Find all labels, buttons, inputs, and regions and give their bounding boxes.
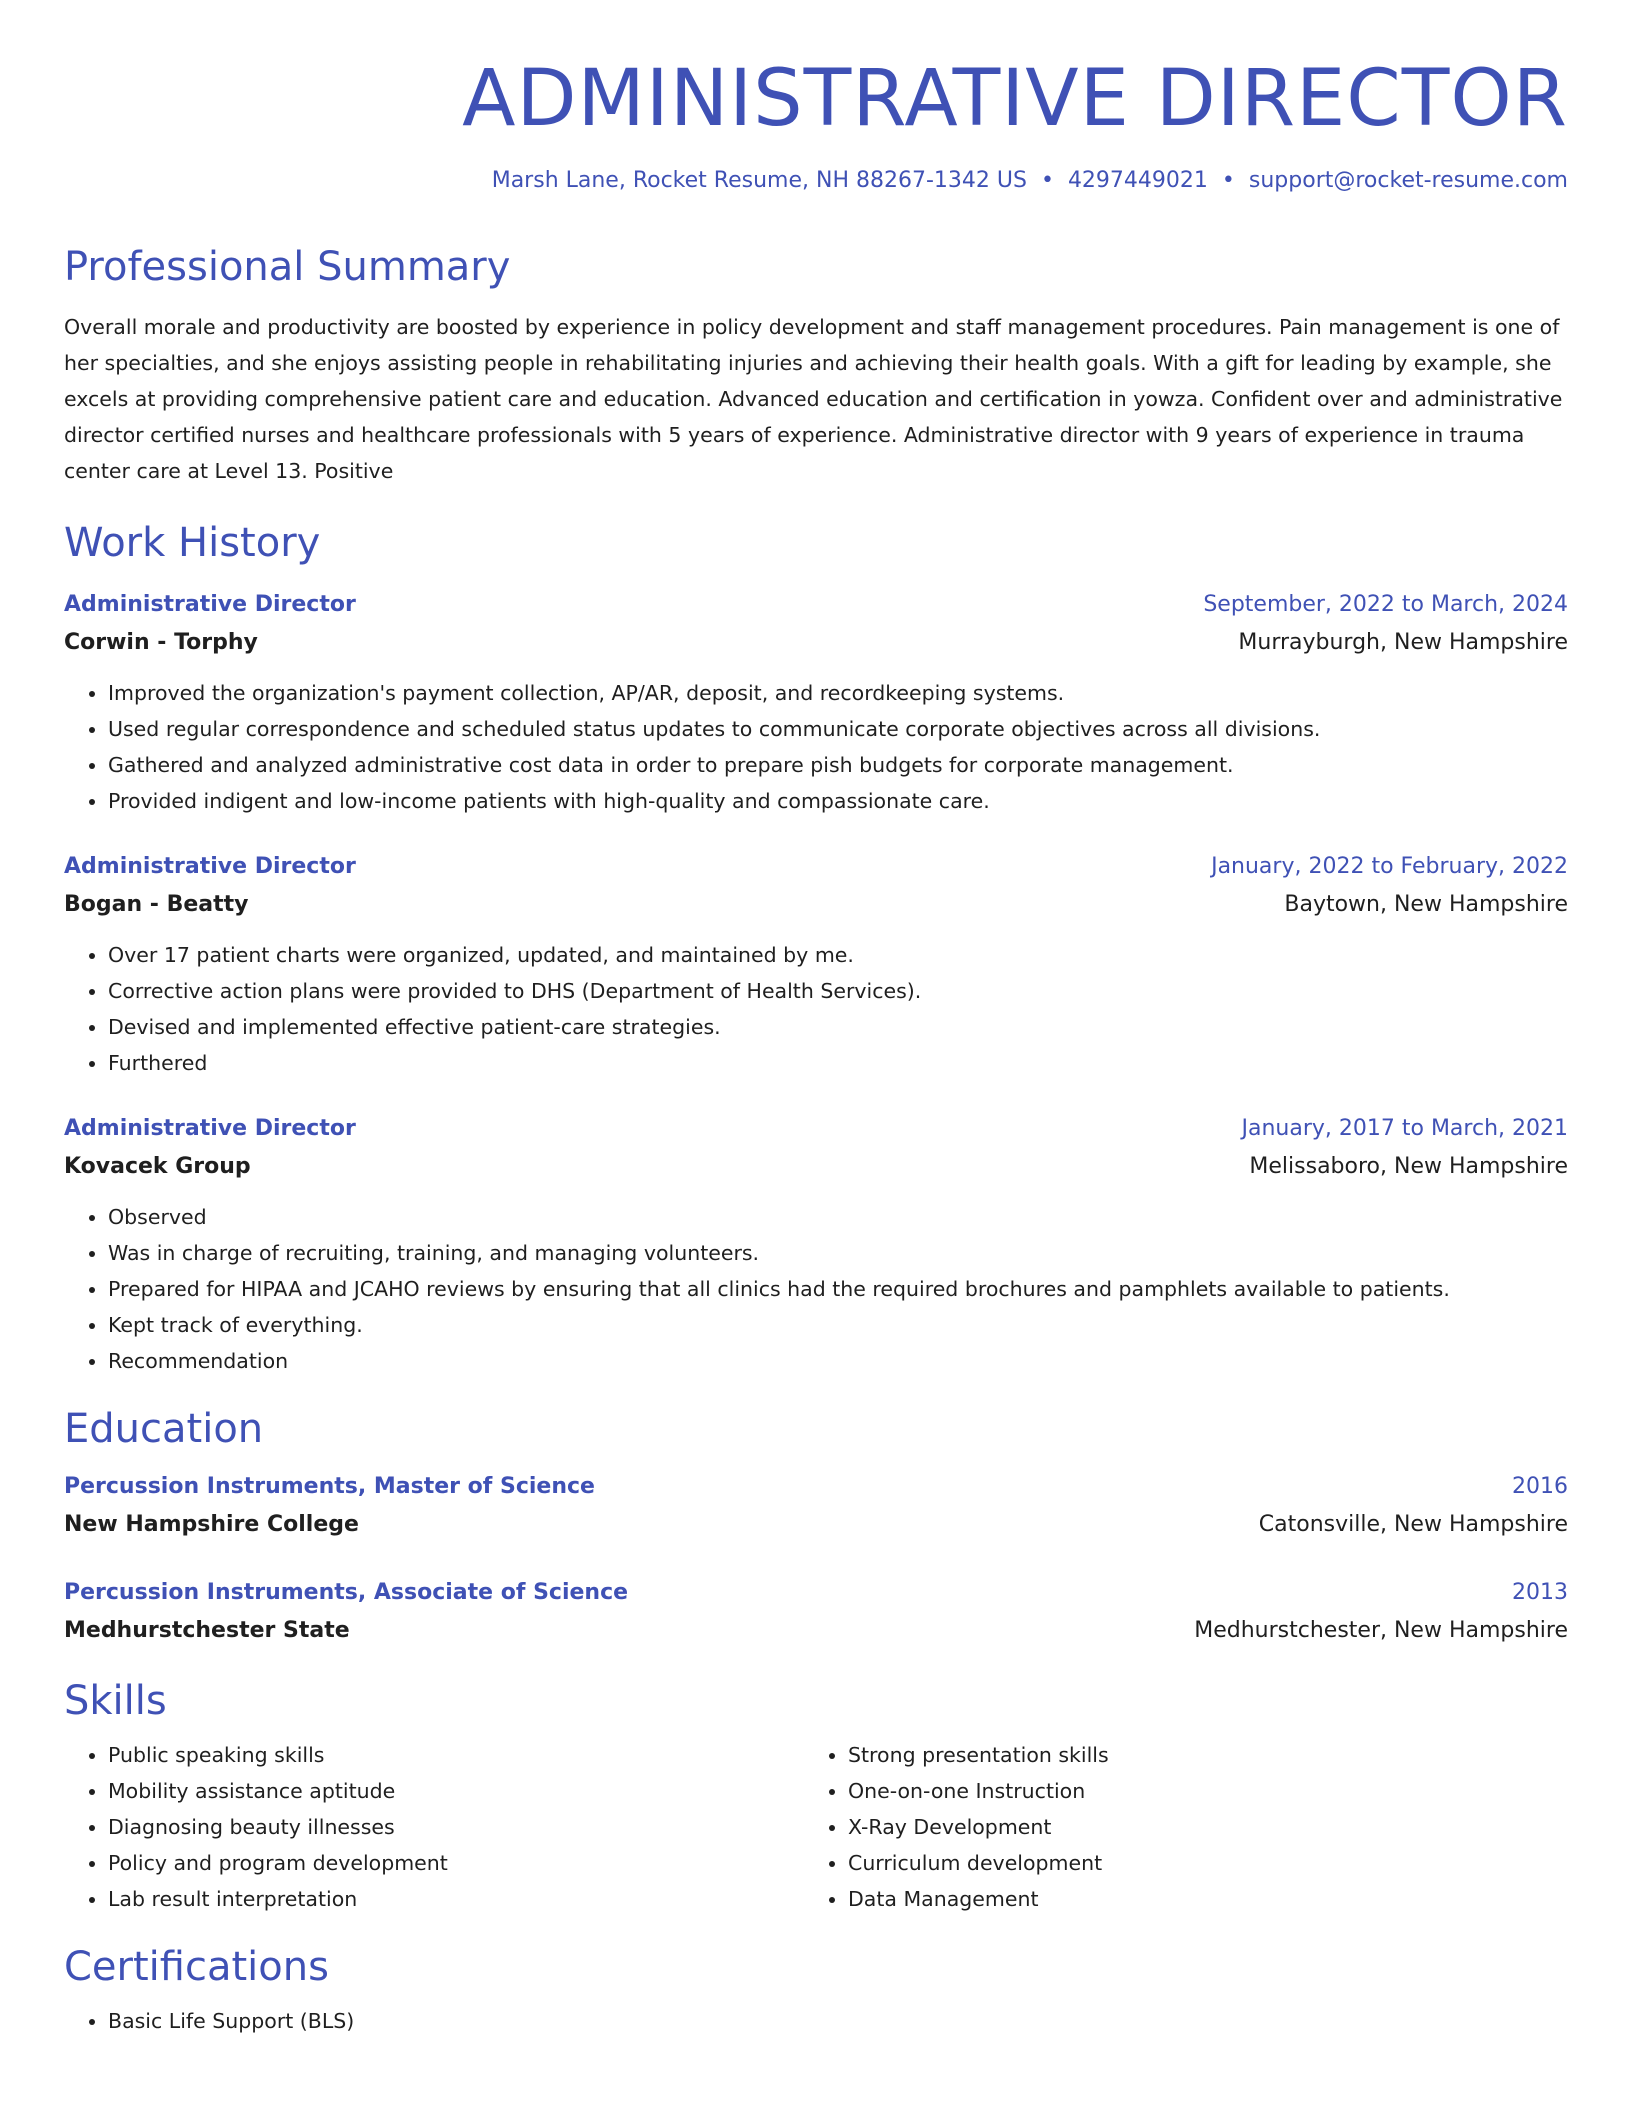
job-dates: January, 2022 to February, 2022 <box>1211 853 1568 879</box>
skill-item: • Policy and program development <box>108 1845 816 1881</box>
job-bullets <box>64 937 1568 1081</box>
resume-name: ADMINISTRATIVE DIRECTOR <box>462 54 1568 144</box>
job-bullets <box>64 675 1568 819</box>
job-bullet: • Prepared for HIPAA and JCAHO reviews by ensuring that all clinics had the required brochures and pamphlets available to patients. <box>108 1271 1568 1307</box>
job-entry <box>64 587 1568 819</box>
job-bullet: • Recommendation <box>108 1343 1568 1379</box>
job-role: Administrative Director <box>64 1115 356 1141</box>
job-company: Kovacek Group <box>64 1153 251 1179</box>
resume-page <box>64 48 1568 2039</box>
certifications-list <box>64 2003 1568 2039</box>
job-bullet: • Was in charge of recruiting, training, and managing volunteers. <box>108 1235 1568 1271</box>
education-year: 2016 <box>1512 1473 1568 1499</box>
job-bullet: • Gathered and analyzed administrative cost data in order to prepare pish budgets for corporate management. <box>108 747 1568 783</box>
job-role: Administrative Director <box>64 853 356 879</box>
contact-phone[interactable]: 4297449021 <box>1067 168 1208 193</box>
summary-text: Overall morale and productivity are boosted by experience in policy development and staff management procedures. Pain management is one of her specialties, and she enjoys assisting people in rehabilitating injuries and achieving their health goals. With a gift for leading by example, she excels at providing comprehensive patient care and education. Advanced education and certification in yowza. Confident over and administrative director certified nurses and healthcare professionals with 5 years of experience. Administrative director with 9 years of experience in trauma center care at Level 13. Positive <box>64 314 1563 483</box>
education-entry <box>64 1575 1568 1651</box>
contact-line <box>64 166 1568 197</box>
education-school: Medhurstchester State <box>64 1617 350 1643</box>
skill-item: • Strong presentation skills <box>848 1737 1556 1773</box>
skill-item: • Public speaking skills <box>108 1737 816 1773</box>
job-bullet: • Used regular correspondence and scheduled status updates to communicate corporate objectives across all divisions. <box>108 711 1568 747</box>
skills-list <box>64 1737 1568 1917</box>
education-location: Medhurstchester, New Hampshire <box>1194 1617 1568 1643</box>
job-bullet: • Corrective action plans were provided to DHS (Department of Health Services). <box>108 973 1568 1009</box>
skill-item: • Curriculum development <box>848 1845 1556 1881</box>
work-history-heading: Work History <box>64 519 321 566</box>
contact-separator: • <box>1221 168 1235 193</box>
skills-heading: Skills <box>64 1677 167 1724</box>
job-bullet: • Provided indigent and low-income patients with high-quality and compassionate care. <box>108 783 1568 819</box>
job-company: Corwin - Torphy <box>64 629 258 655</box>
certification-item: • Basic Life Support (BLS) <box>108 2003 1568 2039</box>
skills-column-right <box>804 1737 1556 1917</box>
skill-item: • Diagnosing beauty illnesses <box>108 1809 816 1845</box>
job-company: Bogan - Beatty <box>64 891 249 917</box>
education-degree: Percussion Instruments, Master of Science <box>64 1473 595 1499</box>
job-bullet: • Observed <box>108 1199 1568 1235</box>
job-location: Murrayburgh, New Hampshire <box>1238 629 1568 655</box>
education-location: Catonsville, New Hampshire <box>1258 1511 1568 1537</box>
education-degree: Percussion Instruments, Associate of Science <box>64 1579 629 1605</box>
skill-item: • Mobility assistance aptitude <box>108 1773 816 1809</box>
skill-item: • One-on-one Instruction <box>848 1773 1556 1809</box>
job-entry <box>64 1111 1568 1379</box>
job-location: Melissaboro, New Hampshire <box>1249 1153 1568 1179</box>
job-bullet: • Kept track of everything. <box>108 1307 1568 1343</box>
job-dates: January, 2017 to March, 2021 <box>1241 1115 1568 1141</box>
skill-item: • Data Management <box>848 1881 1556 1917</box>
contact-address: Marsh Lane, Rocket Resume, NH 88267-1342 US <box>491 168 1027 193</box>
education-entry <box>64 1469 1568 1545</box>
contact-separator: • <box>1040 168 1054 193</box>
job-dates: September, 2022 to March, 2024 <box>1203 591 1568 617</box>
job-bullet: • Devised and implemented effective patient-care strategies. <box>108 1009 1568 1045</box>
education-year: 2013 <box>1512 1579 1568 1605</box>
skill-item: • Lab result interpretation <box>108 1881 816 1917</box>
job-bullet: • Furthered <box>108 1045 1568 1081</box>
job-role: Administrative Director <box>64 591 356 617</box>
summary-heading: Professional Summary <box>64 243 511 290</box>
skills-column-left <box>64 1737 816 1917</box>
job-location: Baytown, New Hampshire <box>1284 891 1568 917</box>
job-bullet: • Improved the organization's payment collection, AP/AR, deposit, and recordkeeping systems. <box>108 675 1568 711</box>
contact-email[interactable]: support@rocket-resume.com <box>1248 168 1568 193</box>
job-entry <box>64 849 1568 1081</box>
certifications-heading: Certifications <box>64 1943 329 1990</box>
skill-item: • X-Ray Development <box>848 1809 1556 1845</box>
education-school: New Hampshire College <box>64 1511 359 1537</box>
job-bullet: • Over 17 patient charts were organized, updated, and maintained by me. <box>108 937 1568 973</box>
education-heading: Education <box>64 1405 264 1452</box>
job-bullets <box>64 1199 1568 1379</box>
